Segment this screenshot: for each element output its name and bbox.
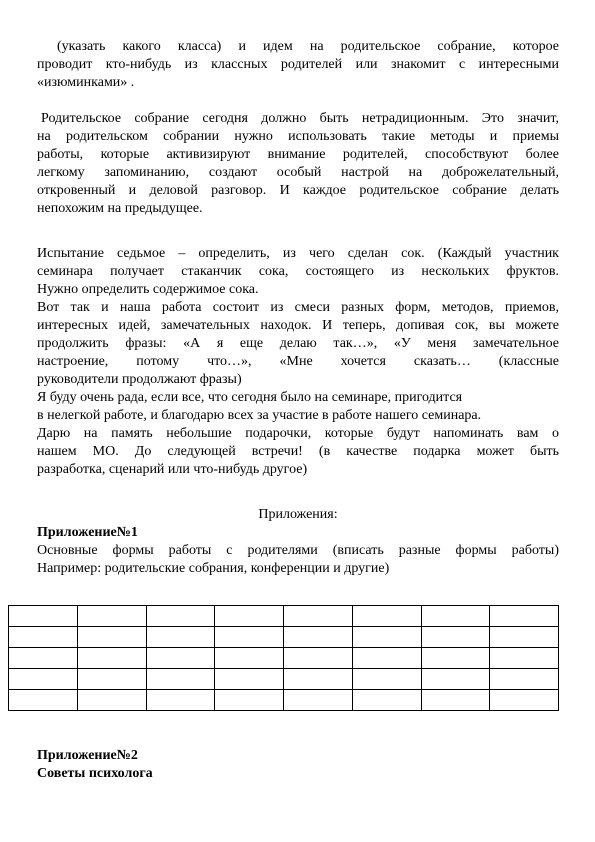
table-cell [284,690,353,711]
table-cell [215,669,284,690]
table-cell [9,606,78,627]
intro-line-3: «изюминками» . [37,75,135,90]
para3-line-10: в нелегкой работе, и благодарю всех за участие в работе нашего семинара. [37,408,482,423]
table-cell [284,606,353,627]
table-cell [490,690,559,711]
table-cell [421,648,490,669]
table-cell [77,669,146,690]
table-cell [9,669,78,690]
para2-line-6: непохожим на предыдущее. [37,201,203,216]
table-cell [421,669,490,690]
para3-line-3: Нужно определить содержимое сока. [37,282,259,297]
para2-line-2: на родительском собрании нужно использовать такие методы и приемы [37,129,559,144]
appendix-2-title: Приложение№2 [37,748,138,763]
table-cell [215,648,284,669]
table-cell [9,627,78,648]
para3-line-6: продолжить фразы: «А я еще делаю так…», «У меня замечательное [37,336,559,351]
table-cell [421,627,490,648]
para2-line-3: работы, которые активизируют внимание родителей, способствуют более [37,147,559,162]
table-cell [9,648,78,669]
para3-line-2: семинара получает стаканчик сока, состоящего из нескольких фруктов. [37,264,559,279]
table-cell [215,606,284,627]
appendix-2-subtitle: Советы психолога [37,766,153,781]
table-cell [490,669,559,690]
para3-line-8: руководители продолжают фразы) [37,372,242,387]
para2-line-1: Родительское собрание сегодня должно быть нетрадиционным. Это значит, [41,111,559,126]
table-cell [352,606,421,627]
table-cell [9,690,78,711]
table-cell [490,606,559,627]
table-row [9,648,559,669]
table-cell [352,669,421,690]
table-row [9,690,559,711]
para3-line-12: нашем МО. До следующей встречи! (в качестве подарка может быть [37,444,559,459]
table-row [9,627,559,648]
para3-line-7: настроение, потому что…», «Мне хочется сказать… (классные [37,354,559,369]
para3-line-13: разработка, сценарий или что-нибудь другое) [37,462,308,477]
table-cell [352,648,421,669]
table-cell [77,606,146,627]
table-cell [146,669,215,690]
table-row [9,669,559,690]
table-cell [352,627,421,648]
para3-line-5: интересных идей, замечательных находок. И теперь, допивая сок, вы можете [37,318,559,333]
table-cell [352,690,421,711]
table-cell [284,669,353,690]
table-cell [215,690,284,711]
appendix-1-title: Приложение№1 [37,525,138,540]
para2-line-5: откровенный и деловой разговор. И каждое родительское собрание делать [37,183,559,198]
table-cell [284,648,353,669]
table-cell [77,627,146,648]
table-row [9,606,559,627]
table-cell [77,690,146,711]
table-cell [215,627,284,648]
intro-line-2: проводит кто-нибудь из классных родителей или знакомит с интересными [37,57,559,72]
appendix-1-line-2: Например: родительские собрания, конференции и другие) [37,561,390,576]
table-cell [146,606,215,627]
table-cell [421,606,490,627]
table-cell [146,690,215,711]
table-cell [490,648,559,669]
appendix-1-line-1: Основные формы работы с родителями (вписать разные формы работы) [37,543,559,558]
para3-line-9: Я буду очень рада, если все, что сегодня было на семинаре, пригодится [37,390,463,405]
intro-line-1: (указать какого класса) и идем на родительское собрание, которое [57,39,559,54]
forms-table [8,605,559,711]
table-cell [284,627,353,648]
para3-line-11: Дарю на память небольшие подарочки, которые будут напоминать вам о [37,426,559,441]
para3-line-4: Вот так и наша работа состоит из смеси разных форм, методов, приемов, [37,300,559,315]
para3-line-1: Испытание седьмое – определить, из чего сделан сок. (Каждый участник [37,246,559,261]
table-cell [490,627,559,648]
table-cell [146,648,215,669]
para2-line-4: легкому запоминанию, создают особый настрой на доброжелательный, [37,165,559,180]
appendices-heading: Приложения: [258,507,338,522]
table-cell [77,648,146,669]
table-cell [421,690,490,711]
table-cell [146,627,215,648]
